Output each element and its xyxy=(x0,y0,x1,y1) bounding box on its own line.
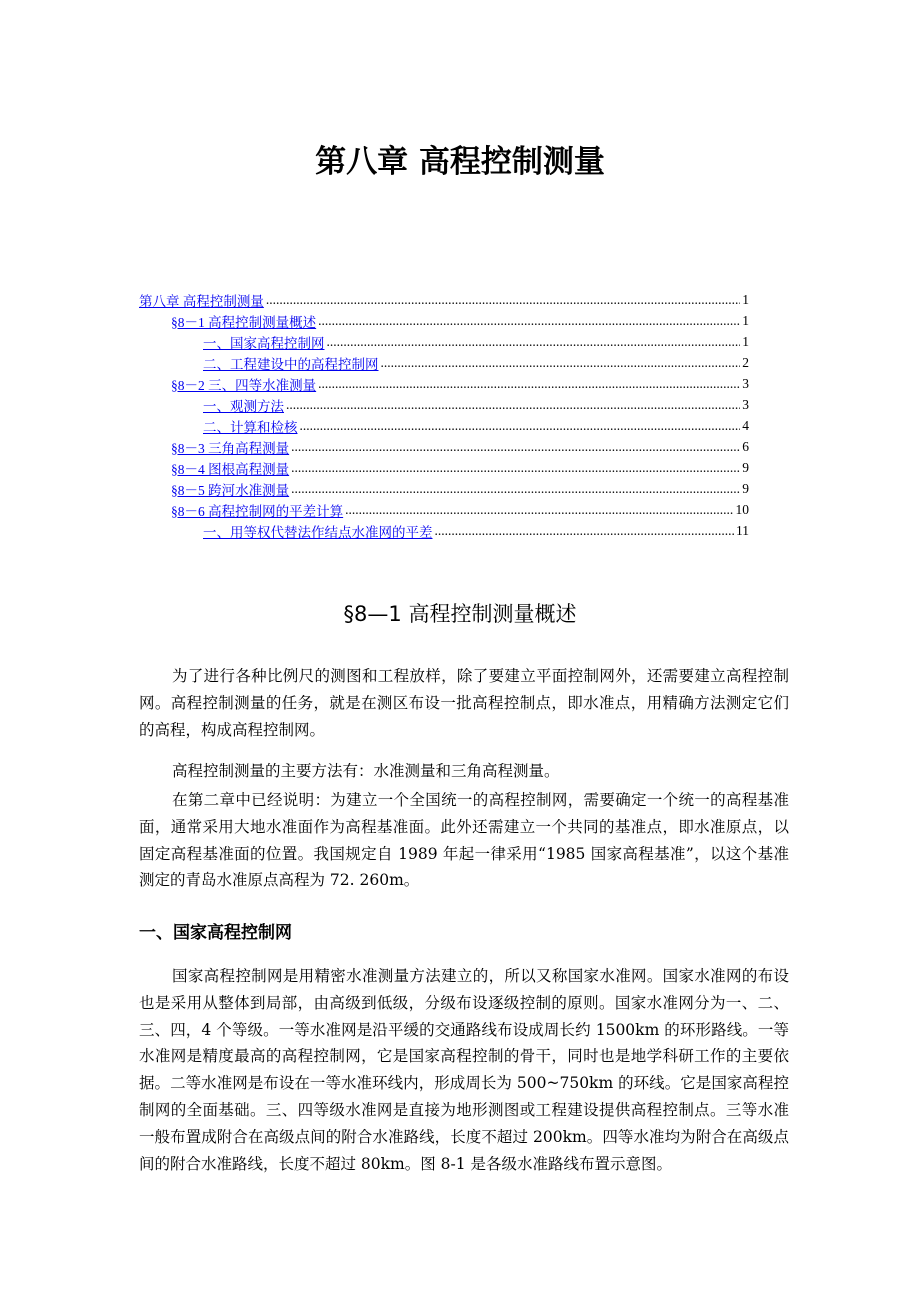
toc-leader xyxy=(266,292,740,308)
toc-link[interactable]: 一、用等权代替法作结点水准网的平差 xyxy=(203,524,433,540)
toc-link[interactable]: 第八章 高程控制测量 xyxy=(139,293,264,309)
toc-leader xyxy=(291,460,740,476)
toc-entry[interactable] xyxy=(139,394,749,415)
toc-link[interactable]: 二、计算和检核 xyxy=(203,419,298,435)
toc-entry[interactable] xyxy=(139,457,749,478)
toc-page-number: 1 xyxy=(742,333,749,349)
chapter-title: 第八章 高程控制测量 xyxy=(315,144,605,180)
toc-leader xyxy=(345,502,733,518)
toc-page-number: 4 xyxy=(742,417,749,433)
toc-leader xyxy=(435,523,735,539)
toc-link[interactable]: §8－1 高程控制测量概述 xyxy=(171,314,317,330)
toc-page-number: 2 xyxy=(742,354,749,370)
subsection-heading: 一、国家高程控制网 xyxy=(139,923,292,943)
toc-page-number: 10 xyxy=(735,501,749,517)
toc-leader xyxy=(318,376,740,392)
toc-link[interactable]: 一、观测方法 xyxy=(203,398,284,414)
toc-page-number: 9 xyxy=(742,480,749,496)
toc-leader xyxy=(381,355,741,371)
toc-leader xyxy=(291,439,740,455)
section-title: §8—1 高程控制测量概述 xyxy=(343,602,577,626)
methods-paragraph: 高程控制测量的主要方法有：水准测量和三角高程测量。 xyxy=(172,762,560,780)
toc-entry[interactable] xyxy=(139,289,749,310)
toc-link[interactable]: §8－2 三、四等水准测量 xyxy=(171,377,317,393)
toc-leader xyxy=(286,397,740,413)
toc-entry[interactable] xyxy=(139,373,749,394)
intro-paragraph: 为了进行各种比例尺的测图和工程放样，除了要建立平面控制网外，还需要建立高程控制网。高程控制测量的任务，就是在测区布设一批高程控制点，即水准点，用精确方法测定它们的高程，构成高程控制网。 xyxy=(139,667,789,739)
toc-page-number: 3 xyxy=(742,375,749,391)
toc-leader xyxy=(291,481,740,497)
toc-leader xyxy=(300,418,741,434)
toc-link[interactable]: §8－4 图根高程测量 xyxy=(171,461,290,477)
toc-leader xyxy=(318,313,740,329)
toc-entry[interactable] xyxy=(139,310,749,331)
toc-page-number: 1 xyxy=(742,312,749,328)
toc-entry[interactable] xyxy=(139,436,749,457)
datum-paragraph: 在第二章中已经说明：为建立一个全国统一的高程控制网，需要确定一个统一的高程基准面，通常采用大地水准面作为高程基准面。此外还需建立一个共同的基准点，即水准原点，以固定高程基准面的位置。我国规定自 1989 年起一律采用“1985 国家高程基准”，以这个基准测定的青岛水准原点高程为 72. 260m。 xyxy=(139,791,789,890)
toc-page-number: 6 xyxy=(742,438,749,454)
toc-link[interactable]: §8－5 跨河水准测量 xyxy=(171,482,290,498)
toc-entry[interactable] xyxy=(139,352,749,373)
toc-page-number: 11 xyxy=(736,522,749,538)
toc-entry[interactable] xyxy=(139,331,749,352)
national-network-paragraph: 国家高程控制网是用精密水准测量方法建立的，所以又称国家水准网。国家水准网的布设也是采用从整体到局部，由高级到低级，分级布设逐级控制的原则。国家水准网分为一、二、三、四，4 个等级。一等水准网是沿平缓的交通路线布设成周长约 1500km 的环形路线。一等水准网是精度最高的高程控制网，它是国家高程控制的骨干，同时也是地学科研工作的主要依据。二等水准网是布设在一等水准环线内，形成周长为 500~750km 的环线。它是国家高程控制网的全面基础。三、四等级水准网是直接为地形测图或工程建设提供高程控制点。三等水准一般布置成附合在高级点间的附合水准路线，长度不超过 200km。四等水准均为附合在高级点间的附合水准路线，长度不超过 80km。图 8-1 是各级水准路线布置示意图。 xyxy=(139,967,789,1173)
table-of-contents xyxy=(139,289,749,541)
toc-leader xyxy=(327,334,741,350)
toc-page-number: 3 xyxy=(742,396,749,412)
toc-entry[interactable] xyxy=(139,520,749,541)
toc-link[interactable]: 二、工程建设中的高程控制网 xyxy=(203,356,379,372)
toc-entry[interactable] xyxy=(139,478,749,499)
toc-page-number: 1 xyxy=(742,291,749,307)
toc-entry[interactable] xyxy=(139,415,749,436)
toc-entry[interactable] xyxy=(139,499,749,520)
toc-link[interactable]: 一、国家高程控制网 xyxy=(203,335,325,351)
toc-page-number: 9 xyxy=(742,459,749,475)
toc-link[interactable]: §8－3 三角高程测量 xyxy=(171,440,290,456)
toc-link[interactable]: §8－6 高程控制网的平差计算 xyxy=(171,503,344,519)
